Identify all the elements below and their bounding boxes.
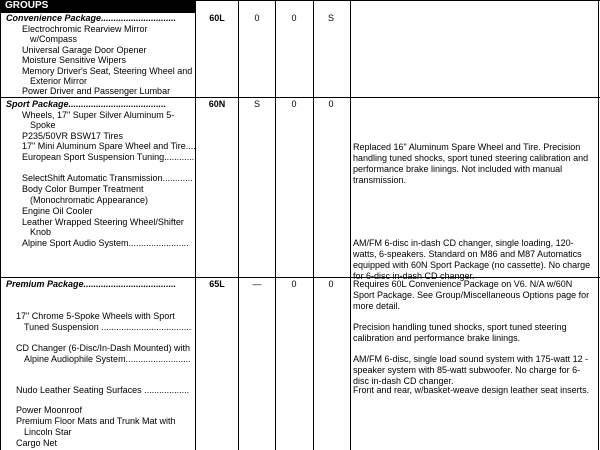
package-title: Premium Package..................................... [6, 279, 177, 289]
package-mark: 0 [254, 13, 260, 23]
list-item: Universal Garage Door Opener [22, 45, 147, 55]
list-item: European Sport Suspension Tuning............ [22, 152, 195, 162]
package-note: AM/FM 6-disc in-dash CD changer, single loading, 120-watts, 6-speakers. Standard on M86 and M87 Automatics equipped with 60N Sport Package (no cassette). No charge for 6-disc in-dash CD changer. [353, 238, 591, 281]
package-note: Replaced 16" Aluminum Spare Wheel and Tire. Precision handling tuned shocks, sport tuned steering calibration and performance brake linings. Not included with manual transmission. [353, 142, 589, 185]
column-divider-code [195, 0, 196, 450]
list-item: Lincoln Star [24, 427, 72, 437]
list-item: Knob [30, 227, 52, 237]
package-title: Convenience Package.............................. [6, 13, 177, 23]
package-note: Front and rear, w/basket-weave design leather seat inserts. [353, 385, 590, 395]
package-mark: 0 [328, 99, 334, 109]
list-item: Power Driver and Passenger Lumbar [22, 86, 171, 96]
package-mark: 0 [291, 99, 297, 109]
row-divider-sport [0, 97, 600, 98]
package-code: 60N [208, 99, 226, 109]
list-item: Alpine Sport Audio System........................ [22, 238, 189, 248]
groups-header-label: GROUPS [5, 0, 49, 11]
package-mark: S [327, 13, 334, 23]
table-border-left [0, 0, 1, 450]
list-item: Nudo Leather Seating Surfaces .................. [16, 385, 190, 395]
list-item: (Monochromatic Appearance) [30, 195, 149, 205]
package-title: Sport Package....................................... [6, 99, 167, 109]
list-item: Moisture Sensitive Wipers [22, 55, 127, 65]
package-note: Requires 60L Convenience Package on V6. N/A w/60N Sport Package. See Group/Miscellaneous Options page for more detail. [353, 279, 590, 311]
list-item: Engine Oil Cooler [22, 206, 93, 216]
list-item: 17" Chrome 5-Spoke Wheels with Sport [16, 311, 175, 321]
list-item: Cargo Net [16, 438, 58, 448]
list-item: w/Compass [30, 34, 78, 44]
package-mark: 0 [291, 279, 297, 289]
column-divider-notes [350, 0, 351, 450]
list-item: SelectShift Automatic Transmission............ [22, 173, 193, 183]
package-mark: S [253, 99, 260, 109]
list-item: Spoke [30, 120, 56, 130]
package-mark: 0 [291, 13, 297, 23]
list-item: Tuned Suspension .................................... [24, 322, 192, 332]
list-item: Memory Driver's Seat, Steering Wheel and [22, 66, 193, 76]
list-item: Power Moonroof [16, 405, 83, 415]
list-item: Electrochromic Rearview Mirror [22, 24, 148, 34]
list-item: Leather Wrapped Steering Wheel/Shifter [22, 217, 184, 227]
package-mark: — [252, 279, 262, 289]
list-item: Premium Floor Mats and Trunk Mat with [16, 416, 176, 426]
package-note: AM/FM 6-disc, single load sound system with 175-watt 12 -speaker system with 85-watt subwoofer. No charge for 6-disc in-dash CD changer. [353, 354, 589, 386]
package-code: 65L [209, 279, 225, 289]
column-divider-col3 [313, 0, 314, 450]
list-item: 17" Mini Aluminum Spare Wheel and Tire.... [22, 141, 196, 151]
package-code: 60L [209, 13, 225, 23]
package-mark: 0 [328, 279, 334, 289]
list-item: CD Changer (6-Disc/In-Dash Mounted) with [16, 343, 191, 353]
table-border-right [598, 0, 599, 450]
column-divider-col2 [275, 0, 276, 450]
list-item: Body Color Bumper Treatment [22, 184, 144, 194]
list-item: Wheels, 17" Super Silver Aluminum 5- [22, 110, 175, 120]
list-item: Exterior Mirror [30, 76, 88, 86]
list-item: Alpine Audiophile System.......................... [24, 354, 191, 364]
groups-header [1, 1, 195, 13]
package-note: Precision handling tuned shocks, sport tuned steering calibration and performance brake linings. [353, 322, 567, 343]
list-item: P235/50VR BSW17 Tires [22, 131, 124, 141]
column-divider-col1 [238, 0, 239, 450]
